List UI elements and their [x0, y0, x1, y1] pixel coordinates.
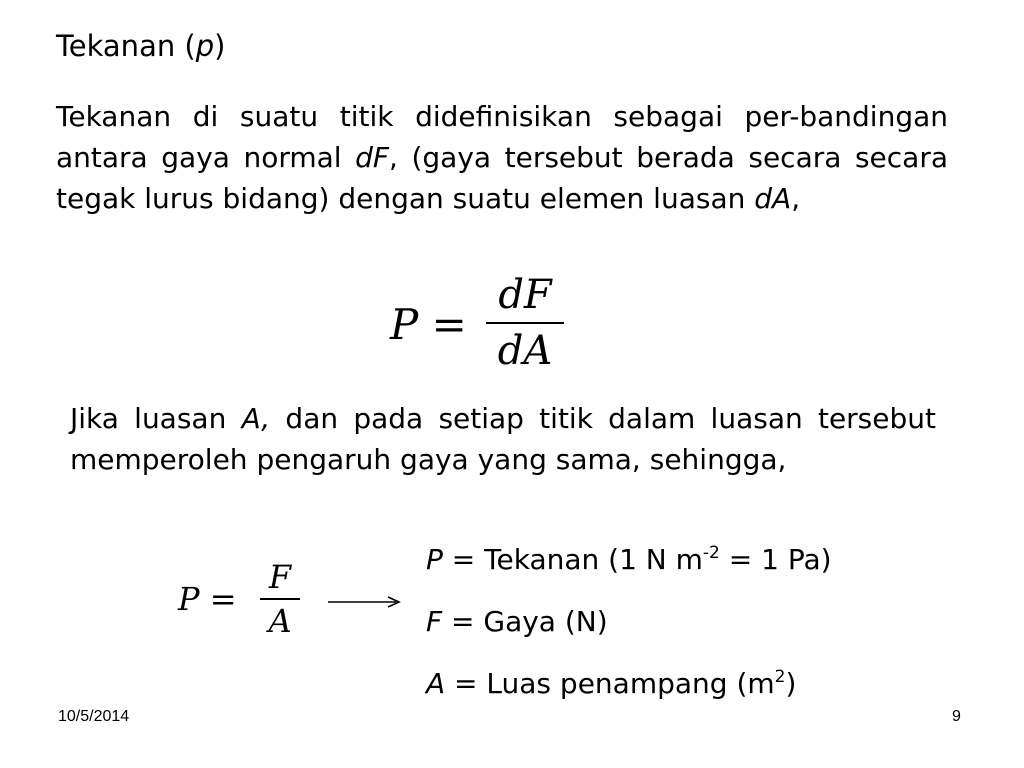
- definition-text-3: ,: [791, 182, 801, 215]
- right-arrow-icon: [326, 592, 402, 612]
- equation2-fraction-bar: [260, 598, 300, 600]
- title-closing: ): [214, 29, 226, 63]
- legend-area-symbol: A: [426, 667, 446, 700]
- legend-area-unit: ): [785, 667, 797, 700]
- equation2-fraction: [260, 558, 300, 640]
- legend-area-exponent: 2: [774, 667, 786, 687]
- definition-text-1: Tekanan di suatu titik didefinisikan sebagai per-bandingan antara gaya normal: [56, 100, 948, 174]
- legend-area-text: = Luas penampang (m: [445, 667, 775, 700]
- equation1-numerator: dF: [498, 272, 552, 318]
- uniform-force-paragraph: [70, 398, 936, 480]
- title-text: Tekanan (: [56, 29, 196, 63]
- definition-paragraph: [56, 96, 948, 219]
- legend-force: [426, 604, 608, 640]
- slide-title: [56, 26, 226, 66]
- equation2-denominator: A: [268, 602, 292, 640]
- legend-force-text: = Gaya (N): [442, 605, 608, 638]
- equation1-fraction: [486, 272, 564, 374]
- uniform-var-A: A,: [241, 402, 271, 435]
- uniform-text-2: dan pada setiap titik dalam luasan tersebut memperoleh pengaruh gaya yang sama, sehingga,: [70, 402, 936, 476]
- legend-force-symbol: F: [426, 605, 443, 638]
- legend-pressure-exponent: -2: [702, 543, 720, 563]
- definition-var-dF: dF: [355, 141, 390, 174]
- equation2-numerator: F: [268, 558, 292, 596]
- equation1-lhs: P =: [390, 300, 467, 349]
- uniform-text-1: Jika luasan: [70, 402, 242, 435]
- footer-date: 10/5/2014: [58, 708, 130, 725]
- definition-text-2: , (gaya tersebut berada secara secara tegak lurus bidang) dengan suatu elemen luasan: [56, 141, 948, 215]
- legend-pressure: [426, 542, 832, 578]
- equation1-fraction-bar: [486, 322, 564, 324]
- definition-var-dA: dA: [754, 182, 792, 215]
- legend-pressure-unit: = 1 Pa): [719, 543, 832, 576]
- legend-pressure-text: = Tekanan (1 N m: [442, 543, 703, 576]
- equation2-lhs: P =: [178, 580, 237, 618]
- slide-number: 9: [952, 708, 961, 725]
- legend-area: [426, 666, 796, 702]
- title-variable: p: [195, 29, 215, 63]
- legend-pressure-symbol: P: [426, 543, 443, 576]
- equation1-denominator: dA: [497, 328, 553, 374]
